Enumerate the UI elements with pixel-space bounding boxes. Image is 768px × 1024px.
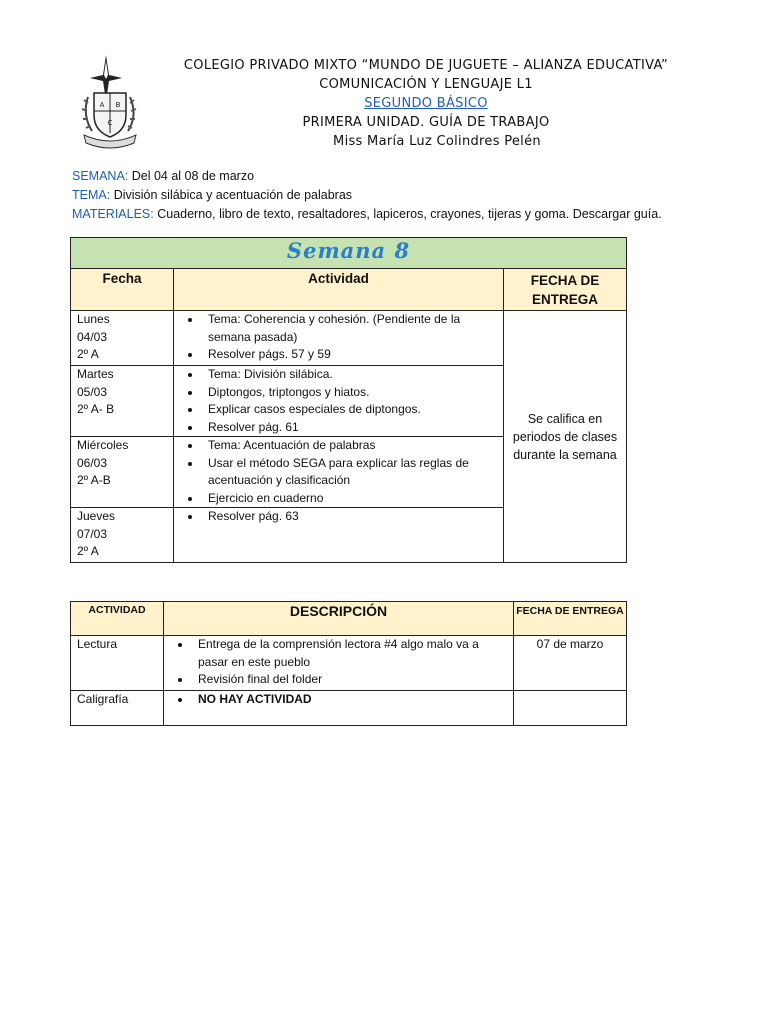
week-title: Semana 8: [286, 238, 411, 264]
header-actividad: Actividad: [174, 269, 504, 311]
activity-cell: [174, 366, 504, 437]
header-fecha: Fecha: [71, 269, 174, 311]
tema-line: [72, 186, 662, 205]
list-item: • Resolver págs. 57 y 59: [202, 346, 497, 364]
header-actividad: ACTIVIDAD: [71, 602, 164, 636]
tema-label: TEMA:: [72, 188, 111, 202]
tema-value: División silábica y acentuación de palabras: [113, 188, 353, 202]
list-item: • Diptongos, triptongos y hiatos.: [202, 384, 497, 402]
grading-note: Se califica en periodos de clases durante la semana: [512, 411, 618, 462]
day-cell: [71, 508, 174, 563]
day-cell: [71, 366, 174, 437]
semana-label: SEMANA:: [72, 169, 129, 183]
day-group: 2º A-B: [77, 473, 111, 487]
semana-value: Del 04 al 08 de marzo: [131, 169, 255, 183]
activity-cell: [174, 311, 504, 366]
list-item: • Usar el método SEGA para explicar las reglas de acentuación y clasificación: [202, 455, 497, 490]
materiales-value: Cuaderno, libro de texto, resaltadores, lapiceros, crayones, tijeras y goma. Descargar guía.: [157, 207, 662, 221]
list-item: • Tema: División silábica.: [202, 366, 497, 384]
grade-link[interactable]: SEGUNDO BÁSICO: [364, 96, 488, 111]
description-cell: [164, 636, 514, 691]
table-row: [71, 311, 627, 366]
day-group: 2º A: [77, 347, 99, 361]
guide-info: [72, 167, 662, 224]
list-item: • NO HAY ACTIVIDAD: [192, 691, 507, 709]
school-crest-logo: [78, 55, 142, 151]
day-name: Martes: [77, 367, 114, 381]
weekly-schedule-table: [70, 237, 627, 563]
day-cell: [71, 311, 174, 366]
day-group: 2º A- B: [77, 402, 115, 416]
table-row: [71, 691, 627, 726]
day-group: 2º A: [77, 544, 99, 558]
activity-name: Lectura: [71, 636, 164, 691]
day-name: Jueves: [77, 509, 116, 523]
header-descripcion: DESCRIPCIÓN: [164, 602, 514, 636]
activity-cell: [174, 508, 504, 563]
day-date: 05/03: [77, 384, 108, 399]
due-date: [514, 691, 627, 726]
list-item: • Explicar casos especiales de diptongos.: [202, 401, 497, 419]
materiales-label: MATERIALES:: [72, 207, 154, 221]
day-date: 07/03: [77, 526, 108, 541]
activity-cell: [174, 437, 504, 508]
header-fecha-entrega: FECHA DE ENTREGA: [514, 602, 627, 636]
header-fecha-entrega: FECHA DE ENTREGA: [504, 269, 627, 311]
subject-title: COMUNICACIÓN Y LENGUAJE L1: [319, 77, 533, 92]
list-item: • Resolver pág. 63: [202, 508, 497, 526]
due-date: 07 de marzo: [514, 636, 627, 691]
day-name: Miércoles: [77, 438, 129, 452]
svg-text:A: A: [99, 101, 105, 109]
teacher-name: Miss María Luz Colindres Pelén: [333, 134, 541, 149]
description-cell: [164, 691, 514, 726]
grading-note-cell: [504, 311, 627, 563]
unit-title: PRIMERA UNIDAD. GUÍA DE TRABAJO: [302, 115, 550, 130]
day-date: 06/03: [77, 455, 108, 470]
activity-name: Caligrafía: [71, 691, 164, 726]
list-item: • Tema: Coherencia y cohesión. (Pendiente de la semana pasada): [202, 311, 497, 346]
svg-text:B: B: [115, 101, 121, 109]
list-item: • Entrega de la comprensión lectora #4 algo malo va a pasar en este pueblo: [192, 636, 507, 671]
document-header: [150, 56, 702, 151]
list-item: • Resolver pág. 61: [202, 419, 497, 437]
day-name: Lunes: [77, 312, 110, 326]
day-date: 04/03: [77, 329, 108, 344]
school-name: COLEGIO PRIVADO MIXTO “MUNDO DE JUGUETE – ALIANZA EDUCATIVA”: [183, 58, 669, 73]
list-item: • Revisión final del folder: [192, 671, 507, 689]
materiales-line: [72, 205, 662, 224]
activity-table: [70, 601, 627, 726]
week-title-cell: [71, 238, 627, 269]
svg-text:C: C: [107, 119, 113, 127]
table-row: [71, 636, 627, 691]
day-cell: [71, 437, 174, 508]
semana-line: [72, 167, 662, 186]
list-item: • Tema: Acentuación de palabras: [202, 437, 497, 455]
list-item: • Ejercicio en cuaderno: [202, 490, 497, 508]
